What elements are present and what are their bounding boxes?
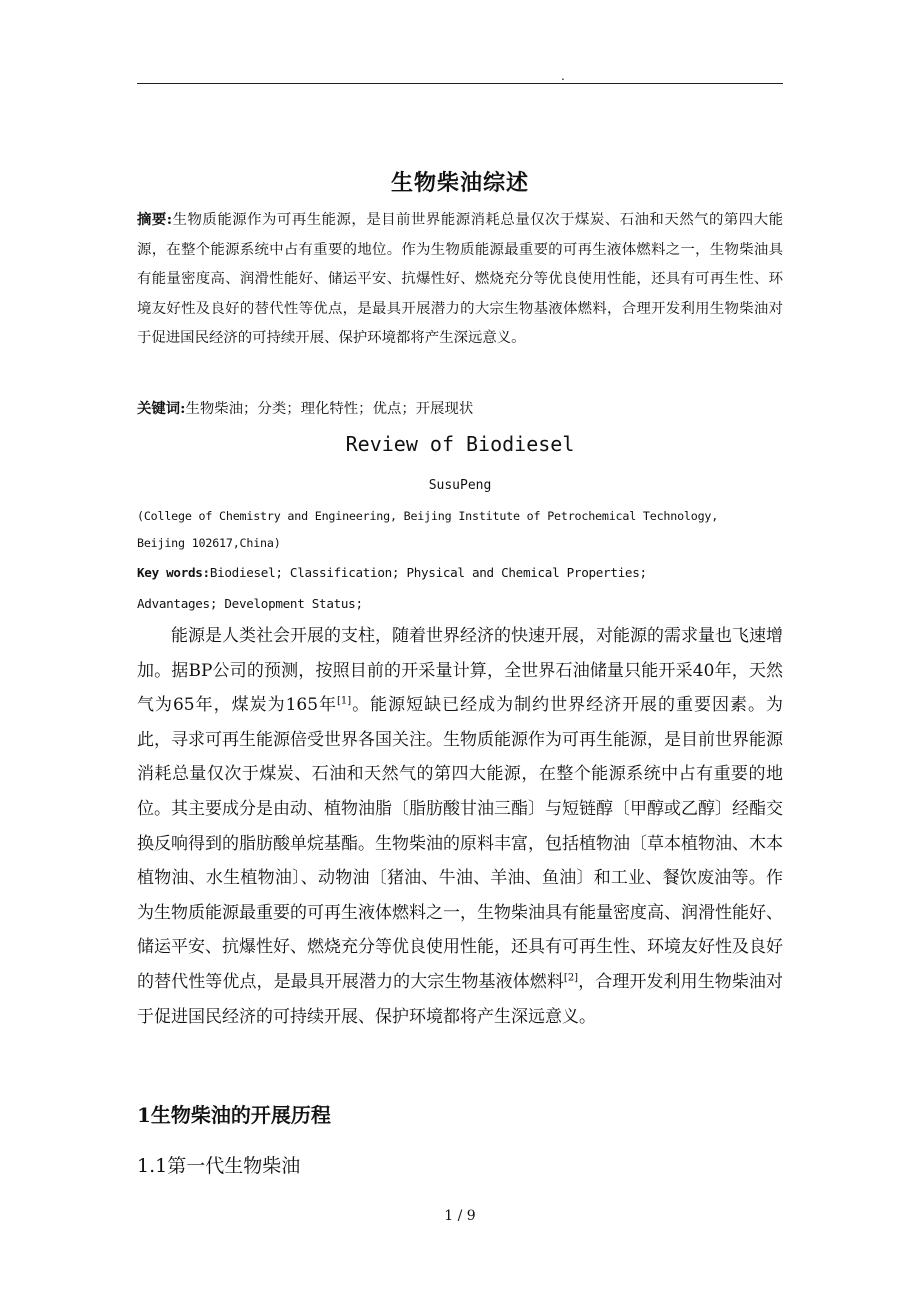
keywords-english-text-2: Advantages; Development Status; xyxy=(137,596,363,611)
citation-1: [1] xyxy=(337,695,352,707)
body-text-part-3: ，合理开发利用生物柴油对于促进国民经济的可持续开展、保护环境都将产生深远意义。 xyxy=(137,971,784,1027)
keywords-chinese-label: 关键词: xyxy=(137,400,186,417)
body-text-part-2: 。能源短缺已经成为制约世界经济开展的重要因素。为此，寻求可再生能源倍受世界各国关注。生物质能源作为可再生能源，是目前世界能源消耗总量仅次于煤炭、石油和天然气的第四大能源，在整个能源系统中占有重要的地位。其主要成分是由动、植物油脂〔脂肪酸甘油三酯〕与短链醇〔甲醇或乙醇〕经酯交换反响得到的脂肪酸单烷基酯。生物柴油的原料丰富，包括植物油〔草本植物油、木本植物油、水生植物油〕、动物油〔猪油、牛油、羊油、鱼油〕和工业、餐饮废油等。作为生物质能源最重要的可再生液体燃料之一，生物柴油具有能量密度高、润滑性能好、储运平安、抗爆性好、燃烧充分等优良使用性能，还具有可再生性、环境友好性及良好的替代性等优点，是最具开展潜力的大宗生物基液体燃料 xyxy=(137,695,783,992)
keywords-chinese xyxy=(137,394,783,424)
subsection-heading-1-1: 1.1第一代生物柴油 xyxy=(137,1155,301,1177)
author-name: SusuPeng xyxy=(428,478,492,493)
keywords-english-text-1: Biodiesel; Classification; Physical and Chemical Properties; xyxy=(209,565,647,580)
body-paragraph xyxy=(137,619,783,1034)
page-title-english: Review of Biodiesel xyxy=(345,432,575,456)
abstract-paragraph xyxy=(137,205,783,354)
header-rule xyxy=(137,83,783,84)
keywords-english xyxy=(137,557,783,619)
page-number: 1 / 9 xyxy=(444,1208,476,1224)
section-heading-1: 1生物柴油的开展历程 xyxy=(137,1103,331,1127)
citation-2: [2] xyxy=(563,972,579,984)
keywords-chinese-text: 生物柴油；分类；理化特性；优点；开展现状 xyxy=(185,401,474,417)
page-title-chinese: 生物柴油综述 xyxy=(390,170,529,196)
body-text-part-1: 能源是人类社会开展的支柱，随着世界经济的快速开展，对能源的需求量也飞速增加。据BP公司的预测，按照目前的开采量计算，全世界石油储量只能开采40年，天然气为65年，煤炭为165年 xyxy=(137,626,783,716)
affiliation-line-1: (College of Chemistry and Engineering, Beijing Institute of Petrochemical Technology, xyxy=(137,509,719,523)
keywords-english-line-1 xyxy=(137,557,783,588)
abstract-text: 生物质能源作为可再生能源，是目前世界能源消耗总量仅次于煤炭、石油和天然气的第四大能源，在整个能源系统中占有重要的地位。作为生物质能源最重要的可再生液体燃料之一，生物柴油具有能量密度高、润滑性能好、储运平安、抗爆性好、燃烧充分等优良使用性能，还具有可再生性、环境友好性及良好的替代性等优点，是最具开展潜力的大宗生物基液体燃料，合理开发利用生物柴油对于促进国民经济的可持续开展、保护环境都将产生深远意义。 xyxy=(137,212,784,346)
affiliation-line-2: Beijing 102617,China) xyxy=(137,536,281,550)
keywords-english-label: Key words: xyxy=(137,565,210,580)
header-mark: . xyxy=(561,69,565,83)
author-affiliation xyxy=(137,503,783,557)
abstract-label: 摘要: xyxy=(137,211,173,228)
